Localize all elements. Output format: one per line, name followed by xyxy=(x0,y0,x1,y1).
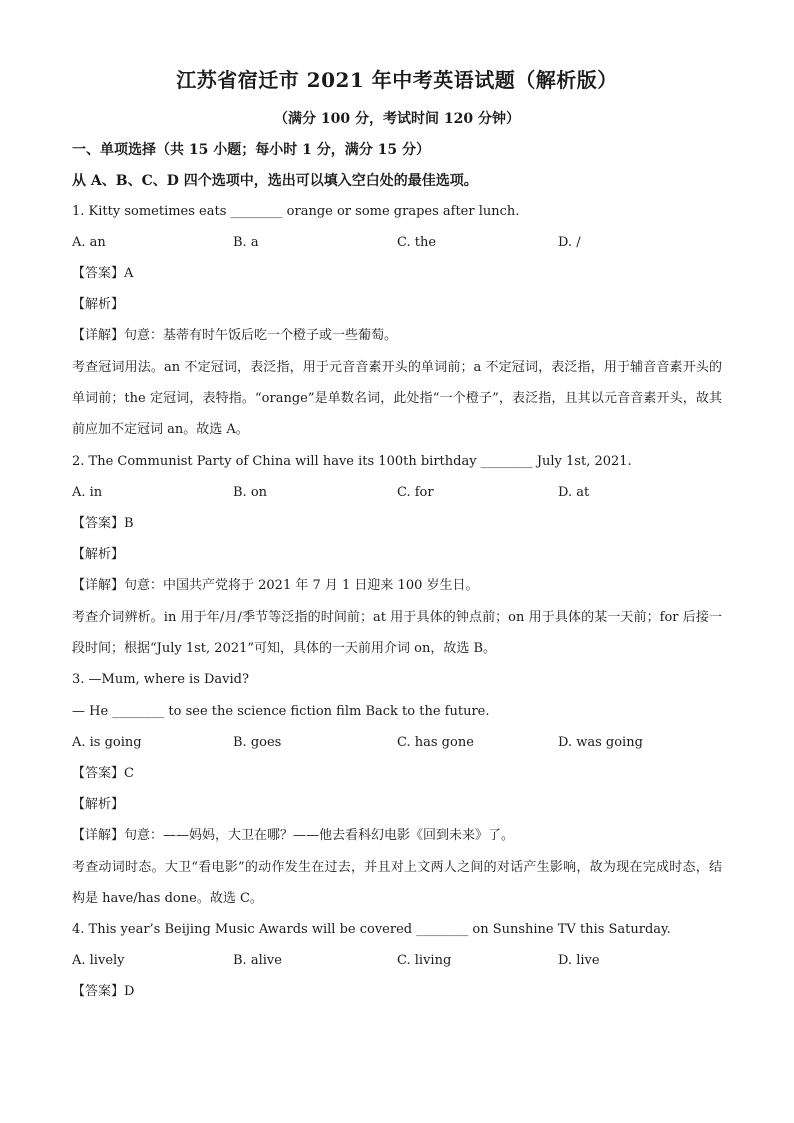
question-1-option-c: C. the xyxy=(397,235,437,250)
question-4-option-c: C. living xyxy=(397,953,452,968)
question-2-answer: 【答案】B xyxy=(72,516,134,531)
question-4-stem: 4. This year’s Beijing Music Awards will be covered ________ on Sunshine TV this Saturday. xyxy=(72,922,671,937)
question-3-analysis: 【解析】 xyxy=(72,797,125,812)
question-2-option-d: D. at xyxy=(558,485,590,500)
exam-info: （满分 100 分，考试时间 120 分钟） xyxy=(274,111,520,127)
question-3-option-d: D. was going xyxy=(558,735,643,750)
question-4-answer: 【答案】D xyxy=(72,984,135,999)
question-2-option-b: B. on xyxy=(233,485,268,500)
question-1-option-b: B. a xyxy=(233,235,259,250)
question-3-option-b: B. goes xyxy=(233,735,282,750)
question-2-option-a: A. in xyxy=(72,485,103,500)
question-1-analysis: 【解析】 xyxy=(72,297,125,312)
question-1-detail: 【详解】句意：基蒂有时午饭后吃一个橙子或一些葡萄。 xyxy=(72,328,398,343)
question-1-explanation: 考查冠词用法。an 不定冠词，表泛指，用于元音音素开头的单词前；a 不定冠词，表泛指，用于辅音音素开头的单词前；the 定冠词，表特指。“orange”是单数名词，此处指“一个橙子”，表泛指，且其以元音音素开头，故其前应加不定冠词 an。故选 A。 xyxy=(72,360,722,437)
question-4-option-b: B. alive xyxy=(233,953,282,968)
question-3-option-c: C. has gone xyxy=(397,735,474,750)
question-1-option-d: D. / xyxy=(558,235,581,250)
question-2-explanation: 考查介词辨析。in 用于年/月/季节等泛指的时间前；at 用于具体的钟点前；on 用于具体的某一天前；for 后接一段时间；根据“July 1st, 2021”可知，具体的一天前用介词 on，故选 B。 xyxy=(72,610,722,656)
question-2-detail: 【详解】句意：中国共产党将于 2021 年 7 月 1 日迎来 100 岁生日。 xyxy=(72,578,479,593)
question-1-stem: 1. Kitty sometimes eats ________ orange or some grapes after lunch. xyxy=(72,204,520,219)
question-2-option-c: C. for xyxy=(397,485,434,500)
question-3-detail: 【详解】句意：——妈妈，大卫在哪？——他去看科幻电影《回到未来》了。 xyxy=(72,828,515,843)
section-heading: 一、单项选择（共 15 小题；每小时 1 分，满分 15 分） xyxy=(72,142,430,158)
question-2-stem: 2. The Communist Party of China will have its 100th birthday ________ July 1st, 2021. xyxy=(72,454,632,469)
question-1-option-a: A. an xyxy=(72,235,106,250)
question-3-explanation: 考查动词时态。大卫“看电影”的动作发生在过去，并且对上文两人之间的对话产生影响，故为现在完成时态，结构是 have/has done。故选 C。 xyxy=(72,860,722,906)
question-2-analysis: 【解析】 xyxy=(72,547,125,562)
section-instruction: 从 A、B、C、D 四个选项中，选出可以填入空白处的最佳选项。 xyxy=(72,173,478,189)
question-4-option-d: D. live xyxy=(558,953,600,968)
page-title: 江苏省宿迁市 2021 年中考英语试题（解析版） xyxy=(176,68,618,92)
question-3-stem-reply: — He ________ to see the science fiction film Back to the future. xyxy=(72,704,490,719)
question-3-answer: 【答案】C xyxy=(72,766,134,781)
question-4-option-a: A. lively xyxy=(72,953,125,968)
question-1-answer: 【答案】A xyxy=(72,266,134,281)
question-3-stem: 3. —Mum, where is David? xyxy=(72,672,249,687)
question-3-option-a: A. is going xyxy=(72,735,142,750)
